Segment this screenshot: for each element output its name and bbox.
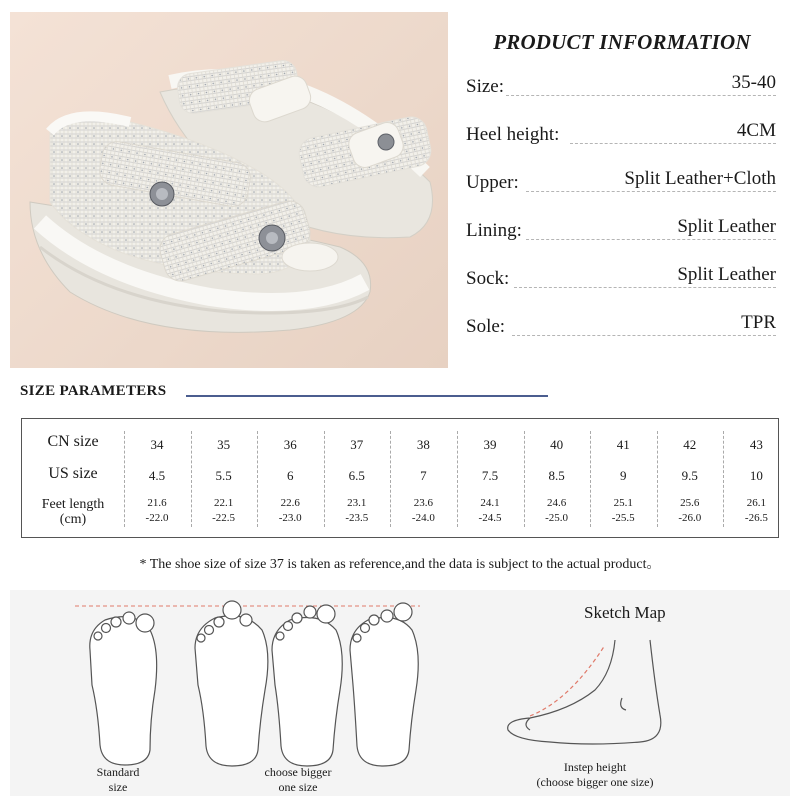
feet-length-min-cell: 25.6 xyxy=(680,497,700,509)
dotted-leader xyxy=(526,239,776,240)
column-divider xyxy=(324,431,325,527)
column-divider xyxy=(257,431,258,527)
instep-sketch-icon xyxy=(508,640,661,744)
caption-line: one size xyxy=(278,780,318,794)
us-size-cell: 9 xyxy=(619,468,627,483)
title-underline xyxy=(186,395,548,397)
info-row-upper xyxy=(466,168,776,196)
feet-length-min-cell: 22.1 xyxy=(213,497,234,509)
us-size-cell: 7.5 xyxy=(481,468,499,483)
standard-caption xyxy=(78,765,158,795)
feet-length-max-cell: -24.0 xyxy=(411,512,435,524)
cn-size-cell: 37 xyxy=(350,437,364,452)
info-value: Split Leather+Cloth xyxy=(620,168,776,190)
wide-foot-icon xyxy=(195,601,268,766)
column-divider xyxy=(657,431,658,527)
feet-length-max-cell: -24.5 xyxy=(478,512,502,524)
feet-length-max-cell: -23.5 xyxy=(345,512,369,524)
feet-length-unit: (cm) xyxy=(59,512,87,527)
info-row-sole xyxy=(466,312,776,340)
size-table xyxy=(21,418,779,538)
column-divider xyxy=(191,431,192,527)
caption-line: choose bigger xyxy=(264,765,332,779)
feet-length-min-cell: 24.6 xyxy=(546,497,567,509)
column-divider xyxy=(590,431,591,527)
info-row-lining xyxy=(466,216,776,244)
us-size-cell: 7 xyxy=(420,468,427,483)
us-size-cell: 8.5 xyxy=(548,468,565,483)
info-label: Heel height: xyxy=(466,124,560,145)
us-size-cell: 6.5 xyxy=(348,468,365,483)
info-label: Sock: xyxy=(466,268,510,289)
caption-line: size xyxy=(108,780,128,794)
info-label: Size: xyxy=(466,76,504,97)
cn-size-cell: 39 xyxy=(483,437,497,452)
us-size-cell: 5.5 xyxy=(215,468,232,483)
caption-line: Instep height xyxy=(563,760,627,774)
cn-size-cell: 34 xyxy=(150,437,164,452)
dotted-leader xyxy=(526,191,776,192)
sketch-map-title: Sketch Map xyxy=(584,603,666,622)
feet-length-max-cell: -22.5 xyxy=(212,512,236,524)
standard-foot-icon xyxy=(90,612,157,765)
us-size-cell: 6 xyxy=(286,468,294,483)
size-note: * The shoe size of size 37 is taken as reference,and the data is subject to the actual product。 xyxy=(139,557,661,572)
us-size-cell: 4.5 xyxy=(148,468,166,483)
column-divider xyxy=(457,431,458,527)
feet-length-max-cell: -26.0 xyxy=(678,512,702,524)
info-value: 35-40 xyxy=(728,72,776,94)
dotted-leader xyxy=(514,287,776,288)
feet-length-min-cell: 22.6 xyxy=(280,497,300,509)
column-divider xyxy=(124,431,125,527)
us-size-cell: 9.5 xyxy=(681,468,698,483)
dotted-leader xyxy=(512,335,776,336)
info-row-sock xyxy=(466,264,776,292)
feet-length-header xyxy=(22,497,124,527)
feet-length-min-cell: 21.6 xyxy=(147,497,167,509)
cn-size-cell: 38 xyxy=(416,437,430,452)
us-size-header: US size xyxy=(48,465,98,482)
feet-length-max-cell: -23.0 xyxy=(278,512,302,524)
info-value: Split Leather xyxy=(673,264,776,286)
cn-size-cell: 40 xyxy=(550,437,564,452)
high-toe-foot-icon xyxy=(350,603,418,766)
cn-size-cell: 41 xyxy=(616,437,630,452)
feet-length-min-cell: 26.1 xyxy=(746,497,767,509)
feet-length-label: Feet length xyxy=(41,497,105,512)
us-size-cell: 10 xyxy=(749,468,763,483)
info-value: Split Leather xyxy=(673,216,776,238)
dotted-leader xyxy=(506,95,776,96)
feet-length-max-cell: -25.0 xyxy=(545,512,569,524)
info-label: Sole: xyxy=(466,316,506,337)
size-parameters-title: SIZE PARAMETERS xyxy=(20,383,167,399)
info-row-size xyxy=(466,72,776,100)
feet-length-min-cell: 23.1 xyxy=(347,497,367,509)
cn-size-cell: 42 xyxy=(683,437,697,452)
product-info-title: PRODUCT INFORMATION xyxy=(493,30,751,54)
cn-size-header: CN size xyxy=(47,433,99,450)
feet-length-min-cell: 24.1 xyxy=(480,497,500,509)
feet-length-max-cell: -22.0 xyxy=(145,512,169,524)
feet-length-min-cell: 23.6 xyxy=(413,497,434,509)
cn-size-cell: 36 xyxy=(283,437,297,452)
column-divider xyxy=(390,431,391,527)
feet-length-max-cell: -26.5 xyxy=(744,512,768,524)
info-value: TPR xyxy=(737,312,776,334)
caption-line: (choose bigger one size) xyxy=(536,775,654,789)
info-row-heel-height xyxy=(466,120,776,148)
column-divider xyxy=(524,431,525,527)
cn-size-cell: 35 xyxy=(217,437,231,452)
info-label: Upper: xyxy=(466,172,519,193)
feet-length-max-cell: -25.5 xyxy=(611,512,635,524)
cn-size-cell: 43 xyxy=(749,437,763,452)
column-divider xyxy=(723,431,724,527)
product-photo xyxy=(10,12,448,368)
info-label: Lining: xyxy=(466,220,522,241)
caption-line: Standard xyxy=(96,765,140,779)
feet-length-min-cell: 25.1 xyxy=(613,497,633,509)
bigger-caption xyxy=(238,765,358,795)
sandal-illustration xyxy=(10,12,448,368)
long-toe-foot-icon xyxy=(272,605,342,766)
info-value: 4CM xyxy=(733,120,776,142)
instep-caption xyxy=(500,760,690,790)
dotted-leader xyxy=(570,143,776,144)
